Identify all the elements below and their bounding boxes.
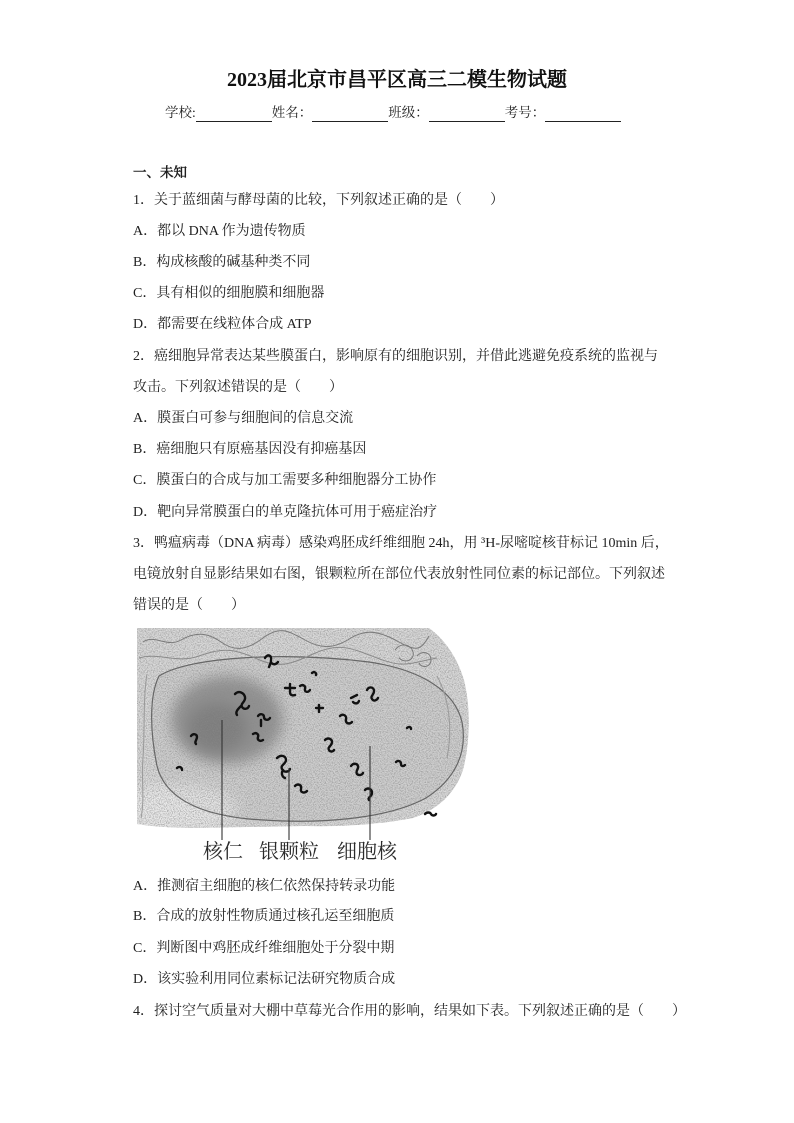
figure-label-silver-grain: 银颗粒	[259, 841, 319, 863]
option-text: 该实验利用同位素标记法研究物质合成	[157, 972, 396, 987]
option-text: 都需要在线粒体合成 ATP	[157, 317, 312, 332]
info-label-exam-number: 考号：	[504, 105, 546, 120]
info-blank-exam-number	[545, 106, 621, 122]
option-label: C．	[133, 941, 157, 956]
q3-stem-line-2: 电镜放射自显影结果如右图，银颗粒所在部位代表放射性同位素的标记部位。下列叙述	[133, 567, 665, 582]
q3-option-a	[133, 877, 395, 897]
option-text: 都以 DNA 作为遗传物质	[157, 224, 306, 239]
q2-option-d	[133, 503, 437, 523]
option-label: B．	[133, 255, 157, 270]
option-label: C．	[133, 286, 157, 301]
option-label: A．	[133, 879, 158, 894]
q3-option-d	[133, 970, 395, 990]
option-label: A．	[133, 411, 158, 426]
info-blank-class	[429, 106, 505, 122]
q4-stem: 4．探讨空气质量对大棚中草莓光合作用的影响，结果如下表。下列叙述正确的是（ ）	[133, 1004, 686, 1019]
q2-option-a	[133, 409, 353, 429]
q1-stem: 1．关于蓝细菌与酵母菌的比较，下列叙述正确的是（ ）	[133, 193, 504, 208]
option-text: 膜蛋白可参与细胞间的信息交流	[157, 411, 354, 426]
q2-stem-line-1: 2．癌细胞异常表达某些膜蛋白，影响原有的细胞识别，并借此逃避免疫系统的监视与	[133, 349, 658, 364]
q3-stem-line-3: 错误的是（ ）	[133, 598, 245, 613]
q2-option-c	[133, 471, 436, 491]
option-label: C．	[133, 473, 157, 488]
figure-label-nucleolus: 核仁	[203, 841, 243, 863]
q1-option-c	[133, 284, 324, 304]
electron-micrograph-figure	[137, 628, 470, 840]
q3-stem-line-1: 3．鸭瘟病毒（DNA 病毒）感染鸡胚成纤维细胞 24h，用 ³H-尿嘧啶核苷标记 10min 后，	[133, 536, 669, 551]
q3-option-c	[133, 939, 394, 959]
section-title: 一、未知	[133, 165, 187, 180]
option-text: 判断图中鸡胚成纤维细胞处于分裂中期	[156, 941, 395, 956]
q1-option-d	[133, 315, 312, 335]
q1-option-a	[133, 222, 306, 242]
option-label: A．	[133, 224, 158, 239]
option-label: D．	[133, 317, 158, 332]
info-blank-school	[196, 106, 272, 122]
q3-option-b	[133, 907, 394, 927]
info-label-school: 学校:	[165, 105, 196, 120]
student-info-row	[165, 102, 621, 122]
info-label-class: 班级：	[388, 105, 429, 120]
option-text: 合成的放射性物质通过核孔运至细胞质	[156, 909, 395, 924]
option-text: 靶向异常膜蛋白的单克隆抗体可用于癌症治疗	[157, 505, 438, 520]
figure-label-nucleus: 细胞核	[337, 841, 397, 863]
option-label: B．	[133, 442, 157, 457]
info-label-name: 姓名：	[271, 105, 313, 120]
q2-stem-line-2: 攻击。下列叙述错误的是（ ）	[133, 380, 343, 395]
option-text: 膜蛋白的合成与加工需要多种细胞器分工协作	[156, 473, 437, 488]
option-text: 构成核酸的碱基种类不同	[156, 255, 311, 270]
option-label: D．	[133, 505, 158, 520]
exam-title: 2023届北京市昌平区高三二模生物试题	[227, 69, 567, 91]
option-text: 推测宿主细胞的核仁依然保持转录功能	[157, 879, 396, 894]
option-text: 癌细胞只有原癌基因没有抑癌基因	[156, 442, 367, 457]
option-label: B．	[133, 909, 157, 924]
q1-option-b	[133, 253, 310, 273]
q2-option-b	[133, 440, 366, 460]
option-label: D．	[133, 972, 158, 987]
option-text: 具有相似的细胞膜和细胞器	[156, 286, 325, 301]
info-blank-name	[312, 106, 388, 122]
